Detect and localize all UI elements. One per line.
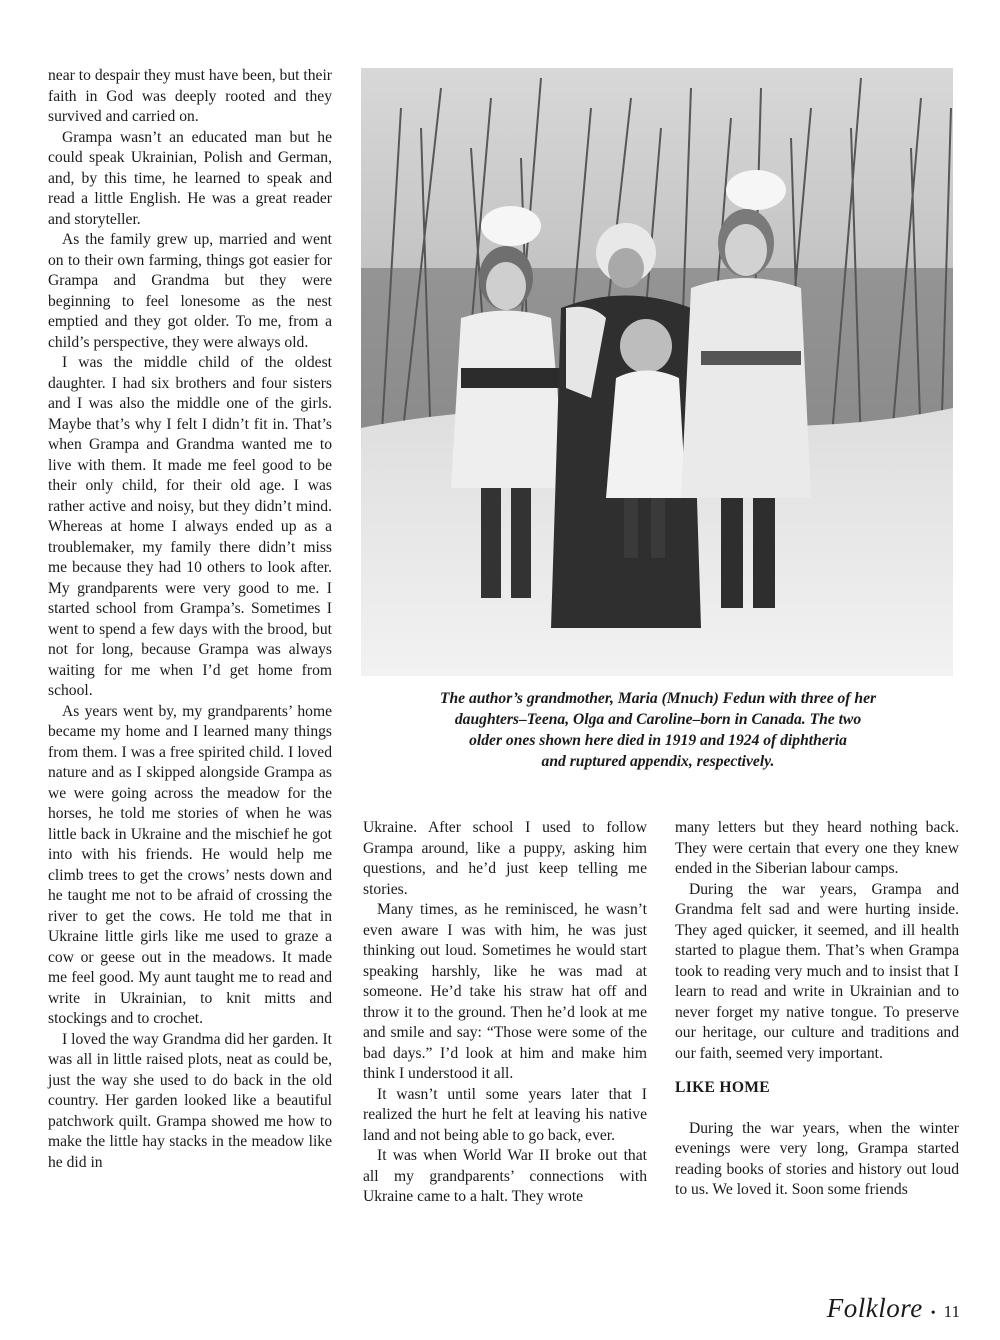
photo-caption [370, 688, 946, 772]
paragraph: I was the middle child of the oldest daughter. I had six brothers and four sisters and I was also the middle one of the girls. Maybe that’s why I felt I didn’t fit in. That’s when Grampa and Grandma wanted me to live with them. It made me feel good to be their only child, for their old age. I was rather active and noisy, but they didn’t mind. Whereas at home I always ended up as a troublemaker, my family there didn’t miss me because they had 10 others to look after. My grandparents were very good to me. I started school from Grampa’s. Sometimes I went to spend a few days with the brood, but not for long, because Grampa was always waiting for me when I’d get home from school. [48, 354, 332, 699]
section-heading: LIKE HOME [675, 1079, 770, 1096]
page-footer [827, 1293, 960, 1324]
paragraph: Many times, as he reminisced, he wasn’t even aware I was with him, he was just thinking out loud. Sometimes he would start speaking harshly, like he was mad at someone. He’d take his straw hat off and throw it to the ground. Then he’d look at me and smile and say: “Those were some of the bad days.” I’d look at him and make him think I understood it all. [363, 901, 647, 1082]
caption-line: daughters–Teena, Olga and Caroline–born in Canada. The two [454, 711, 862, 728]
paragraph: Ukraine. After school I used to follow Grampa around, like a puppy, asking him questions, and he’d just keep telling me stories. [363, 819, 647, 898]
caption-line: The author’s grandmother, Maria (Mnuch) Fedun with three of her [439, 690, 877, 707]
caption-line: and ruptured appendix, respectively. [541, 753, 775, 770]
family-photograph [361, 68, 953, 676]
paragraph: During the war years, Grampa and Grandma felt sad and were hurting inside. They aged quicker, it seemed, and ill health started to plague them. That’s when Grampa took to reading very much and to insist that I learn to read and write in Ukrainian and to never forget my native tongue. To preserve our heritage, our culture and traditions and our faith, seemed very important. [675, 880, 959, 1062]
page-number: 11 [943, 1302, 960, 1321]
paragraph: It was when World War II broke out that all my grandparents’ connections with Ukraine came to a halt. They wrote [363, 1147, 647, 1205]
article-column-3 [675, 818, 959, 1201]
paragraph: It wasn’t until some years later that I realized the hurt he felt at leaving his native land and not being able to go back, ever. [363, 1085, 647, 1144]
article-column-1 [48, 66, 332, 1173]
caption-line: older ones shown here died in 1919 and 1924 of diphtheria [469, 732, 847, 749]
article-column-2 [363, 818, 647, 1208]
paragraph: many letters but they heard nothing back. They were certain that every one they knew ended in the Siberian labour camps. [675, 819, 959, 877]
photograph-drawing [361, 68, 953, 676]
paragraph: As the family grew up, married and went on to their own farming, things got easier for Grampa and Grandma but they were beginning to feel lonesome as the nest emptied and they got older. To me, from a child’s perspective, they were always old. [48, 231, 332, 351]
paragraph: During the war years, when the winter evenings were very long, Grampa started reading books of stories and history out loud to us. We loved it. Soon some friends [675, 1119, 959, 1198]
paragraph: near to despair they must have been, but their faith in God was deeply rooted and they survived and carried on. [48, 67, 332, 125]
footer-bullet: • [930, 1306, 936, 1321]
paragraph: Grampa wasn’t an educated man but he could speak Ukrainian, Polish and German, and, by this time, he learned to speak and read a little English. He was a great reader and storyteller. [48, 128, 332, 228]
magazine-brand: Folklore [826, 1293, 923, 1323]
paragraph: I loved the way Grandma did her garden. It was all in little raised plots, neat as could be, just the way she used to do back in the old country. Her garden looked like a beautiful patchwork quilt. Grampa showed me how to make the little hay stacks in the meadow like he did in [48, 1030, 332, 1171]
paragraph: As years went by, my grandparents’ home became my home and I learned many things from them. I was a free spirited child. I loved nature and as I skipped alongside Grampa as we were going across the meadow for the horses, he told me stories of when he was little back in Ukraine and the mischief he got into with his friends. He would help me climb trees to get the crows’ nests down and he taught me not to be afraid of crossing the river to get the cows. He told me that in Ukraine little girls like me used to graze a cow or geese out in the meadows. It made me feel good. My aunt taught me to read and write in Ukrainian, to knit mitts and stockings and to crochet. [48, 702, 332, 1027]
